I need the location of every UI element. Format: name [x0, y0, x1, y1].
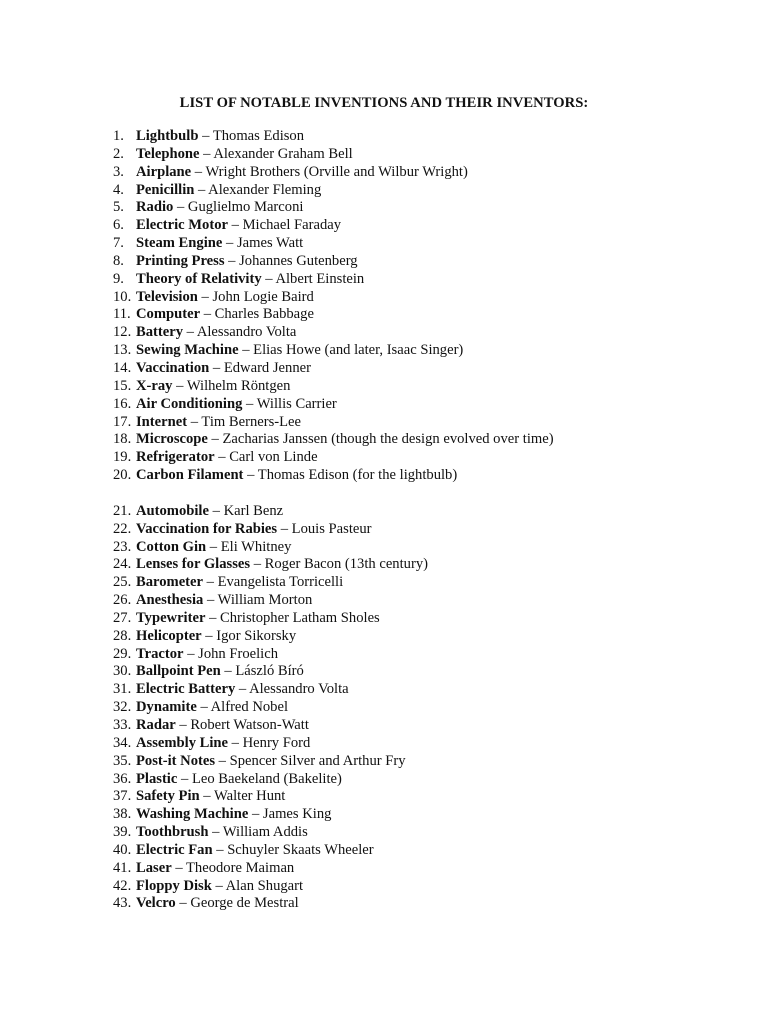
list-item — [113, 842, 554, 860]
item-number: 8. — [113, 252, 124, 269]
list-item — [113, 610, 554, 628]
item-number: 17. — [113, 413, 132, 430]
dash-separator: – — [238, 342, 254, 359]
dash-separator: – — [220, 663, 236, 680]
dash-separator: – — [261, 270, 276, 287]
inventor-name: László Bíró — [235, 663, 304, 680]
item-number: 24. — [113, 556, 132, 573]
dash-separator: – — [242, 395, 257, 412]
item-number: 9. — [113, 270, 124, 287]
dash-separator: – — [175, 717, 191, 733]
invention-name: Theory of Relativity — [136, 270, 262, 287]
inventor-name: Albert Einstein — [275, 270, 365, 287]
invention-name: Internet — [136, 413, 188, 430]
inventor-name: William Addis — [222, 824, 308, 841]
invention-name: Washing Machine — [136, 806, 249, 823]
list-item — [113, 824, 554, 842]
inventor-name: Robert Watson-Watt — [190, 717, 309, 733]
inventor-name: Christopher Latham Sholes — [220, 609, 380, 626]
inventor-name: Elias Howe (and later, Isaac Singer) — [253, 342, 464, 359]
inventor-name: Karl Benz — [223, 502, 284, 519]
item-number: 35. — [113, 752, 132, 769]
item-number: 20. — [113, 467, 132, 484]
dash-separator: – — [194, 181, 209, 198]
dash-separator: – — [215, 752, 230, 769]
list-item — [113, 271, 554, 289]
list-group — [113, 503, 554, 913]
inventor-name: Michael Faraday — [242, 217, 342, 234]
dash-separator: – — [183, 645, 199, 662]
inventor-name: Roger Bacon (13th century) — [264, 556, 428, 573]
list-item — [113, 449, 554, 467]
inventor-name: Guglielmo Marconi — [187, 199, 304, 216]
dash-separator: – — [172, 377, 187, 394]
invention-name: Electric Motor — [136, 217, 228, 234]
item-number: 4. — [113, 181, 124, 198]
inventor-name: George de Mestral — [190, 895, 299, 912]
item-number: 21. — [113, 502, 132, 519]
list-item — [113, 895, 554, 913]
dash-separator: – — [228, 734, 243, 751]
list-item — [113, 503, 554, 521]
list-item — [113, 592, 554, 610]
list-item — [113, 860, 554, 878]
item-number: 12. — [113, 324, 132, 341]
inventor-name: James Watt — [236, 235, 304, 252]
list-item — [113, 324, 554, 342]
inventor-name: Carl von Linde — [229, 449, 318, 466]
invention-name: Carbon Filament — [136, 467, 244, 484]
inventor-name: Spencer Silver and Arthur Fry — [229, 752, 406, 769]
list-item — [113, 182, 554, 200]
invention-name: Dynamite — [136, 699, 197, 716]
item-number: 29. — [113, 645, 132, 662]
item-number: 23. — [113, 538, 132, 555]
list-item — [113, 431, 554, 449]
dash-separator: – — [235, 681, 250, 698]
inventor-name: Thomas Edison (for the lightbulb) — [257, 467, 458, 484]
invention-name: Microscope — [136, 431, 208, 448]
item-number: 40. — [113, 841, 132, 858]
list-item — [113, 771, 554, 789]
inventor-name: Alessandro Volta — [249, 681, 349, 698]
inventor-name: Alexander Graham Bell — [213, 145, 353, 162]
dash-separator: – — [198, 128, 213, 144]
list-item — [113, 342, 554, 360]
dash-separator: – — [209, 359, 224, 376]
item-number: 43. — [113, 895, 132, 912]
dash-separator: – — [224, 252, 240, 269]
invention-name: Laser — [136, 859, 172, 876]
list-item — [113, 628, 554, 646]
dash-separator: – — [197, 288, 213, 305]
dash-separator: – — [199, 788, 214, 805]
invention-name: Sewing Machine — [136, 342, 239, 359]
invention-name: Television — [136, 288, 198, 305]
invention-name: Refrigerator — [136, 449, 215, 466]
list-item — [113, 467, 554, 485]
invention-name: Anesthesia — [136, 592, 204, 609]
invention-name: Airplane — [136, 163, 192, 180]
item-number: 33. — [113, 717, 132, 733]
invention-name: Air Conditioning — [136, 395, 243, 412]
dash-separator: – — [187, 413, 202, 430]
dash-separator: – — [200, 306, 215, 323]
item-number: 22. — [113, 520, 132, 537]
invention-name: Tractor — [136, 645, 184, 662]
list-item — [113, 717, 554, 735]
dash-separator: – — [196, 699, 211, 716]
list-item — [113, 306, 554, 324]
dash-separator: – — [211, 877, 226, 894]
dash-separator: – — [173, 199, 188, 216]
list-item — [113, 360, 554, 378]
invention-name: Battery — [136, 324, 184, 341]
invention-name: Floppy Disk — [136, 877, 212, 894]
invention-name: Automobile — [136, 502, 209, 519]
dash-separator: – — [208, 502, 224, 519]
list-item — [113, 289, 554, 307]
item-number: 26. — [113, 592, 132, 609]
dash-separator: – — [201, 627, 217, 644]
invention-name: Velcro — [136, 895, 176, 912]
dash-separator: – — [175, 895, 191, 912]
dash-separator: – — [191, 163, 206, 180]
item-number: 18. — [113, 431, 132, 448]
inventor-name: Theodore Maiman — [186, 859, 295, 876]
list-item — [113, 878, 554, 896]
invention-name: Toothbrush — [136, 824, 209, 841]
inventor-name: Alfred Nobel — [210, 699, 289, 716]
inventor-name: William Morton — [217, 592, 313, 609]
item-number: 11. — [113, 306, 131, 323]
invention-name: Telephone — [136, 145, 200, 162]
item-number: 3. — [113, 163, 124, 180]
list-item — [113, 199, 554, 217]
invention-name: Safety Pin — [136, 788, 200, 805]
item-number: 15. — [113, 377, 132, 394]
invention-name: Assembly Line — [136, 734, 229, 751]
list-item — [113, 753, 554, 771]
inventor-name: John Froelich — [198, 645, 278, 662]
list-item — [113, 574, 554, 592]
inventor-name: Wright Brothers (Orville and Wilbur Wright) — [205, 163, 468, 180]
dash-separator: – — [205, 609, 221, 626]
list-item — [113, 788, 554, 806]
invention-name: Radar — [136, 717, 176, 733]
dash-separator: – — [183, 324, 197, 341]
dash-separator: – — [214, 449, 230, 466]
item-number: 34. — [113, 734, 132, 751]
item-number: 6. — [113, 217, 124, 234]
dash-separator: – — [277, 520, 292, 537]
dash-separator: – — [171, 859, 187, 876]
inventor-name: Wilhelm Röntgen — [186, 377, 291, 394]
dash-separator: – — [250, 556, 265, 573]
list-item — [113, 806, 554, 824]
list-group — [113, 128, 554, 485]
inventor-name: Alexander Fleming — [208, 181, 322, 198]
item-number: 27. — [113, 609, 132, 626]
inventor-name: Tim Berners-Lee — [201, 413, 301, 430]
list-item — [113, 235, 554, 253]
list-item — [113, 539, 554, 557]
item-number: 14. — [113, 359, 132, 376]
item-number: 37. — [113, 788, 132, 805]
inventor-name: Igor Sikorsky — [216, 627, 297, 644]
item-number: 16. — [113, 395, 132, 412]
list-item — [113, 253, 554, 271]
dash-separator: – — [212, 841, 228, 858]
inventor-name: Walter Hunt — [214, 788, 286, 805]
item-number: 5. — [113, 199, 124, 216]
dash-separator: – — [243, 467, 258, 484]
list-item — [113, 378, 554, 396]
invention-name: Plastic — [136, 770, 178, 787]
list-item — [113, 128, 554, 146]
item-number: 32. — [113, 699, 132, 716]
list-item — [113, 699, 554, 717]
list-item — [113, 646, 554, 664]
inventor-name: Schuyler Skaats Wheeler — [227, 841, 374, 858]
dash-separator: – — [199, 145, 214, 162]
item-number: 31. — [113, 681, 132, 698]
inventor-name: Zacharias Janssen (though the design evolved over time) — [222, 431, 554, 448]
list-item — [113, 414, 554, 432]
item-number: 42. — [113, 877, 132, 894]
list-item — [113, 735, 554, 753]
list-item — [113, 521, 554, 539]
dash-separator: – — [208, 824, 223, 841]
dash-separator: – — [248, 806, 263, 823]
inventor-name: Evangelista Torricelli — [217, 574, 344, 591]
inventor-name: Charles Babbage — [214, 306, 314, 323]
invention-name: Barometer — [136, 574, 203, 591]
list-item — [113, 396, 554, 414]
item-number: 41. — [113, 859, 132, 876]
invention-name: Electric Fan — [136, 841, 213, 858]
invention-name: Vaccination for Rabies — [136, 520, 278, 537]
page-title: LIST OF NOTABLE INVENTIONS AND THEIR INVENTORS: — [179, 95, 589, 111]
item-number: 39. — [113, 824, 132, 841]
invention-name: Helicopter — [136, 627, 202, 644]
list-item — [113, 164, 554, 182]
invention-name: Lenses for Glasses — [136, 556, 251, 573]
item-number: 2. — [113, 145, 124, 162]
dash-separator: – — [203, 592, 218, 609]
inventor-name: Thomas Edison — [212, 128, 305, 144]
item-number: 38. — [113, 806, 132, 823]
dash-separator: – — [222, 235, 237, 252]
inventor-name: John Logie Baird — [212, 288, 314, 305]
invention-name: Radio — [136, 199, 174, 216]
inventor-name: Leo Baekeland (Bakelite) — [191, 770, 342, 787]
invention-name: Vaccination — [136, 359, 210, 376]
list-item — [113, 681, 554, 699]
list-item — [113, 556, 554, 574]
inventor-name: Willis Carrier — [256, 395, 337, 412]
item-number: 10. — [113, 288, 132, 305]
inventor-name: Edward Jenner — [223, 359, 311, 376]
inventor-name: Eli Whitney — [220, 538, 292, 555]
item-number: 7. — [113, 235, 124, 252]
invention-name: Penicillin — [136, 181, 195, 198]
item-number: 36. — [113, 770, 132, 787]
list-item — [113, 663, 554, 681]
list-item — [113, 217, 554, 235]
invention-name: Typewriter — [136, 609, 206, 626]
inventions-list — [113, 128, 554, 913]
invention-name: Post-it Notes — [136, 752, 216, 769]
item-number: 19. — [113, 449, 132, 466]
invention-name: Steam Engine — [136, 235, 223, 252]
inventor-name: Johannes Gutenberg — [239, 252, 358, 269]
invention-name: Electric Battery — [136, 681, 236, 698]
item-number: 1. — [113, 128, 124, 144]
invention-name: Lightbulb — [136, 128, 199, 144]
inventor-name: Louis Pasteur — [291, 520, 372, 537]
inventor-name: Henry Ford — [242, 734, 311, 751]
item-number: 28. — [113, 627, 132, 644]
invention-name: Computer — [136, 306, 201, 323]
inventor-name: Alan Shugart — [225, 877, 304, 894]
invention-name: Printing Press — [136, 252, 225, 269]
invention-name: X-ray — [136, 377, 173, 394]
list-item — [113, 146, 554, 164]
item-number: 13. — [113, 342, 132, 359]
dash-separator: – — [203, 574, 218, 591]
invention-name: Ballpoint Pen — [136, 663, 221, 680]
dash-separator: – — [227, 217, 243, 234]
inventor-name: Alessandro Volta — [196, 324, 297, 341]
invention-name: Cotton Gin — [136, 538, 207, 555]
inventor-name: James King — [262, 806, 332, 823]
dash-separator: – — [207, 431, 223, 448]
dash-separator: – — [206, 538, 221, 555]
dash-separator: – — [177, 770, 192, 787]
item-number: 30. — [113, 663, 132, 680]
item-number: 25. — [113, 574, 132, 591]
